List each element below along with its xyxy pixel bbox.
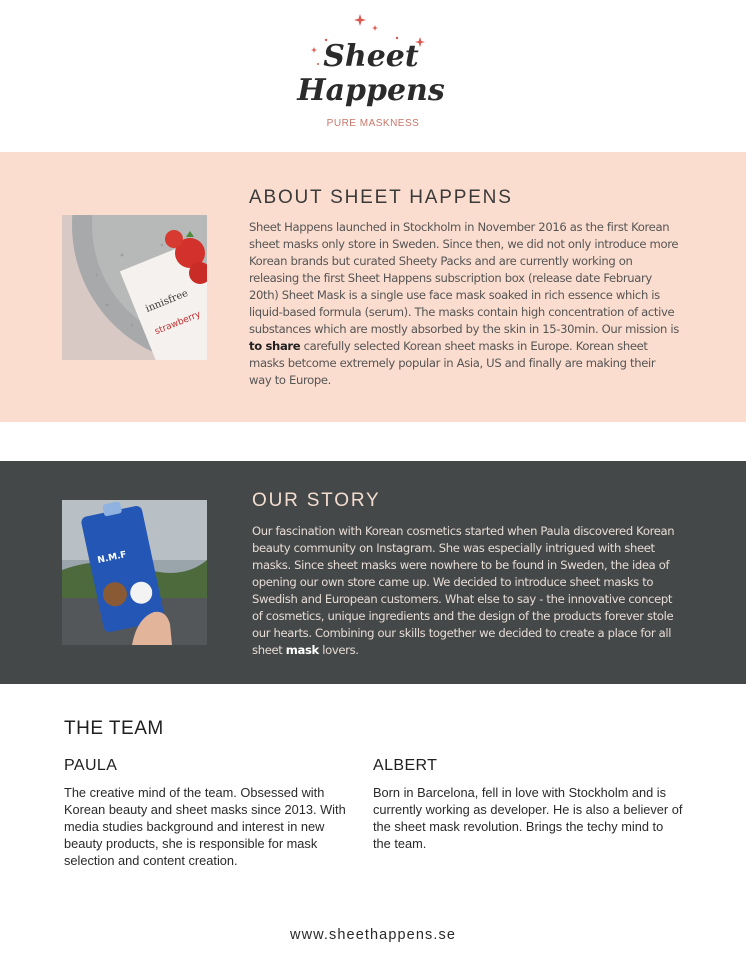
about-body-text: Sheet Happens launched in Stockholm in November 2016 as the first Korean sheet masks only store in Sweden. Since then, we did not only introduce more Korean brands but curated Sheety Packs and are currently working on releasing the first Sheet Happens subscription box (release date February 20th) Sheet Mask is a single use face mask soaked in rich essence which is liquid-based formula (serum). The masks contain high concentration of active substances which are mostly absorbed by the skin in 15-30min. Our mission is xyxy=(249,220,679,336)
about-photo xyxy=(62,215,207,360)
story-section xyxy=(0,461,746,684)
tagline: PURE MASKNESS xyxy=(326,118,420,129)
member-name-paula: PAULA xyxy=(64,757,118,774)
story-body-emphasis: mask xyxy=(285,643,319,657)
about-title: ABOUT SHEET HAPPENS xyxy=(249,187,513,208)
svg-text:strawberry: strawberry xyxy=(153,309,203,338)
header xyxy=(0,0,746,152)
about-body-emphasis: to share xyxy=(249,339,301,353)
story-body-text: Our fascination with Korean cosmetics started when Paula discovered Korean beauty community on Instagram. She was especially intrigued with sheet masks. Since sheet masks were nowhere to be found in Sweden, the idea of opening our own store came up. We decided to introduce sheet masks to Swedish and European customers. What else to say - the innovative concept of cosmetics, unique ingredients and the design of the products forever stole our hearts. Combining our skills together we decided to create a place for all sheet xyxy=(252,524,675,657)
story-title: OUR STORY xyxy=(252,490,381,511)
logo-word-sheet: Sheet xyxy=(323,39,419,74)
website-link[interactable]: www.sheethappens.se xyxy=(290,927,456,943)
svg-text:innisfree: innisfree xyxy=(144,287,190,315)
about-section xyxy=(0,152,746,422)
team-title: THE TEAM xyxy=(64,718,164,739)
story-body-text-end: lovers. xyxy=(318,643,359,657)
story-body xyxy=(252,523,682,659)
about-body-text-end: carefully selected Korean sheet masks in Europe. Korean sheet masks betcome extremely popular in Asia, US and finally are making their way to Europe. xyxy=(249,339,656,387)
sheet-happens-logo xyxy=(296,12,446,118)
about-body xyxy=(249,219,679,389)
member-bio-albert: Born in Barcelona, fell in love with Stockholm and is currently working as developer. He is also a believer of the sheet mask revolution. Brings the techy mind to the team. xyxy=(373,785,683,851)
svg-text:N.M.F: N.M.F xyxy=(96,550,128,566)
member-name-albert: ALBERT xyxy=(373,757,438,774)
story-photo xyxy=(62,500,207,645)
member-bio-paula: The creative mind of the team. Obsessed with Korean beauty and sheet masks since 2013. With media studies background and interest in new beauty products, she is responsible for mask selection and content creation. xyxy=(64,785,346,868)
logo-word-happens: Happens xyxy=(297,73,445,108)
